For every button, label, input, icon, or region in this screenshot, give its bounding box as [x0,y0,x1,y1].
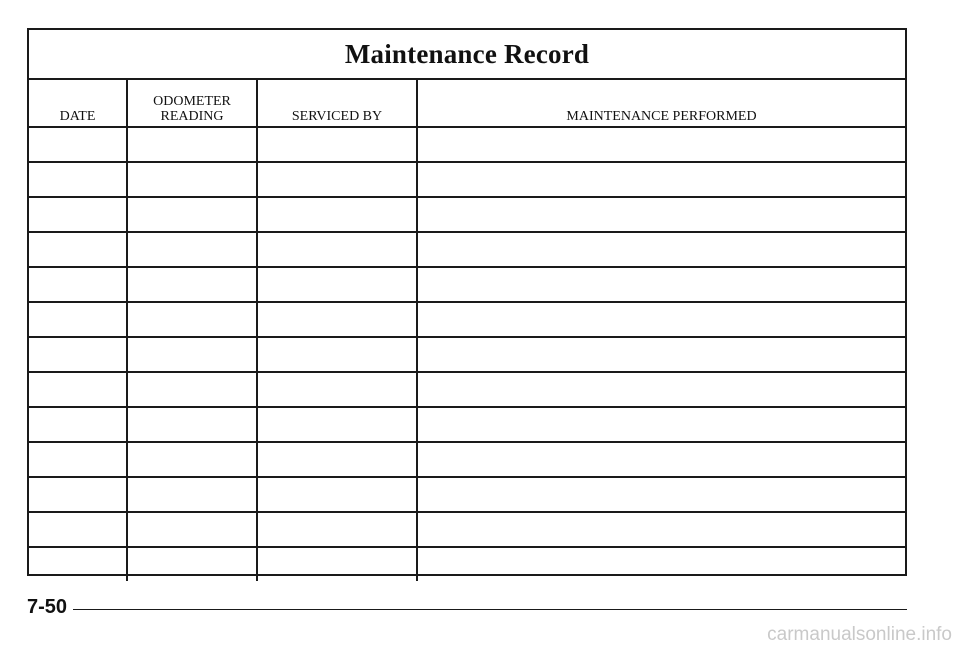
table-cell[interactable] [127,477,257,512]
page-title: Maintenance Record [344,38,590,69]
maintenance-record-table [27,28,907,576]
table-row [29,407,905,442]
table-cell[interactable] [417,127,905,162]
table-cell[interactable] [417,267,905,302]
watermark: carmanualsonline.info [767,624,952,645]
table-cell[interactable] [29,407,127,442]
table-cell[interactable] [257,197,417,232]
table-row [29,302,905,337]
table-cell[interactable] [29,547,127,581]
table-cell[interactable] [417,547,905,581]
table-cell[interactable] [127,302,257,337]
table-cell[interactable] [127,372,257,407]
table-cell[interactable] [29,337,127,372]
table-row [29,372,905,407]
table-cell[interactable] [127,232,257,267]
page-number: 7-50 [27,595,68,618]
table-cell[interactable] [257,267,417,302]
table-row [29,512,905,547]
column-header-odometer-reading [127,80,257,127]
table-cell[interactable] [417,512,905,547]
table-cell[interactable] [417,197,905,232]
table-cell[interactable] [417,372,905,407]
table-cell[interactable] [257,407,417,442]
table-cell[interactable] [257,547,417,581]
table-cell[interactable] [417,302,905,337]
table-row [29,337,905,372]
table-cell[interactable] [417,337,905,372]
column-header-line: SERVICED BY [291,109,383,124]
table-cell[interactable] [417,442,905,477]
table-row [29,162,905,197]
table-cell[interactable] [257,302,417,337]
table-cell[interactable] [257,442,417,477]
table-cell[interactable] [127,407,257,442]
table-cell[interactable] [29,232,127,267]
table-cell[interactable] [127,512,257,547]
table-cell[interactable] [127,162,257,197]
table-cell[interactable] [127,547,257,581]
column-header-serviced-by [257,80,417,127]
column-header-line: DATE [59,109,96,124]
table-row [29,267,905,302]
table-cell[interactable] [257,162,417,197]
table-cell[interactable] [257,127,417,162]
table-cell[interactable] [29,477,127,512]
table-cell[interactable] [29,302,127,337]
table-cell[interactable] [257,337,417,372]
column-header-line: READING [160,109,224,124]
table-cell[interactable] [417,477,905,512]
column-header-line: ODOMETER [153,94,231,109]
table-cell[interactable] [257,372,417,407]
table-cell[interactable] [257,232,417,267]
table-row [29,197,905,232]
column-header-line: MAINTENANCE PERFORMED [566,109,757,124]
table-cell[interactable] [127,442,257,477]
footer-rule [73,609,907,610]
table-cell[interactable] [417,407,905,442]
record-body [29,127,905,581]
table-cell[interactable] [29,267,127,302]
table-cell[interactable] [417,232,905,267]
table-cell[interactable] [417,162,905,197]
table-cell[interactable] [127,197,257,232]
table-row [29,547,905,581]
table-cell[interactable] [29,162,127,197]
table-row [29,442,905,477]
table-cell[interactable] [127,127,257,162]
table-row [29,232,905,267]
page-footer [27,592,907,622]
table-cell[interactable] [29,127,127,162]
record-grid [29,80,905,581]
table-cell[interactable] [29,372,127,407]
table-cell[interactable] [29,512,127,547]
table-cell[interactable] [29,442,127,477]
table-cell[interactable] [127,267,257,302]
table-row [29,477,905,512]
title-row [29,30,905,80]
table-cell[interactable] [29,197,127,232]
column-header-date [29,80,127,127]
table-cell[interactable] [257,477,417,512]
column-header-maintenance-performed [417,80,905,127]
table-cell[interactable] [127,337,257,372]
table-row [29,127,905,162]
header-row [29,80,905,127]
table-cell[interactable] [257,512,417,547]
